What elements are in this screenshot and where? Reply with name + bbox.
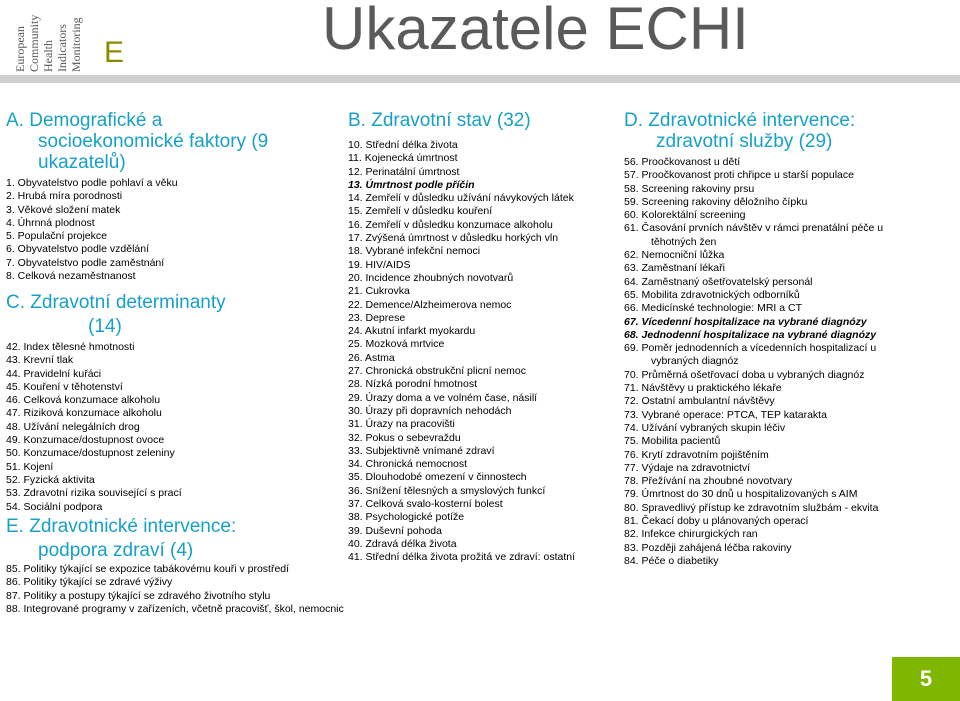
list-item: 72. Ostatní ambulantní návštěvy: [624, 395, 775, 408]
list-item: 32. Pokus o sebevraždu: [348, 431, 461, 444]
list-item: 44. Pravidelní kuřáci: [6, 367, 102, 380]
list-item: těhotných žen: [651, 235, 717, 248]
list-item: 78. Přežívání na zhoubné novotvary: [624, 475, 793, 488]
list-item: 7. Obyvatelstvo podle zaměstnání: [6, 256, 165, 269]
list-item: 11. Kojenecká úmrtnost: [348, 152, 458, 165]
list-item: 1. Obyvatelstvo podle pohlaví a věku: [6, 177, 178, 189]
list-item: 63. Zaměstnaní lékaři: [624, 262, 725, 275]
list-item: 46. Celková konzumace alkoholu: [6, 394, 161, 407]
list-item: 70. Průměrná ošetřovací doba u vybraných diagnóz: [624, 368, 865, 381]
list-item: 82. Infekce chirurgických ran: [624, 528, 758, 541]
list-item: 59. Screening rakoviny děložního čípku: [624, 195, 808, 208]
list-item: 6. Obyvatelstvo podle vzdělání: [6, 243, 150, 256]
list-item: 18. Vybrané infekční nemoci: [348, 245, 481, 258]
list-item: 4. Úhrnná plodnost: [6, 216, 95, 229]
list-item: 45. Kouření v těhotenství: [6, 380, 123, 393]
list-item: 69. Poměr jednodenních a vícedenních hospitalizací u: [624, 342, 877, 355]
list-item: 76. Krytí zdravotním pojištěním: [624, 448, 769, 461]
list-item: 65. Mobilita zdravotnických odborníků: [624, 288, 800, 301]
list-item: 86. Politiky týkající se zdravé výživy: [6, 576, 173, 589]
list-item: 28. Nízká porodní hmotnost: [348, 378, 477, 391]
list-item: 41. Střední délka života prožitá ve zdraví: ostatní: [348, 551, 576, 564]
list-item: 84. Péče o diabetiky: [624, 554, 719, 567]
list-item: 64. Zaměstnaný ošetřovatelský personál: [624, 275, 813, 288]
list-item: 85. Politiky týkající se expozice tabákovému kouři v prostředí: [6, 563, 290, 575]
list-item: 62. Nemocniční lůžka: [624, 249, 725, 262]
section-b-list: [348, 139, 618, 565]
logo-line: Health: [41, 40, 55, 72]
list-item: 15. Zemřelí v důsledku kouření: [348, 205, 493, 218]
list-item: 5. Populační projekce: [6, 230, 107, 243]
list-item: 74. Užívání vybraných skupin léčiv: [624, 421, 786, 434]
list-item: 48. Užívání nelegálních drog: [6, 420, 140, 433]
list-item: 39. Duševní pohoda: [348, 524, 442, 537]
list-item: 67. Vícedenní hospitalizace na vybrané diagnózy: [624, 315, 867, 328]
list-item: 61. Časování prvních návštěv v rámci prenatální péče u: [624, 222, 884, 235]
list-item: 35. Dlouhodobé omezení v činnostech: [348, 471, 527, 484]
list-item: 80. Spravedlivý přístup ke zdravotním službám - ekvita: [624, 501, 879, 514]
list-item: 58. Screening rakoviny prsu: [624, 182, 755, 195]
list-item: 47. Riziková konzumace alkoholu: [6, 407, 162, 420]
section-c-heading: C. Zdravotní determinanty (14): [6, 292, 226, 337]
list-item: 83. Později zahájená léčba rakoviny: [624, 541, 792, 554]
list-item: 38. Psychologické potíže: [348, 511, 465, 524]
list-item: 23. Deprese: [348, 311, 406, 324]
section-d-list: [624, 156, 954, 568]
section-b-heading: B. Zdravotní stav (32): [348, 110, 531, 131]
section-d: [624, 110, 954, 568]
list-item: 22. Demence/Alzheimerova nemoc: [348, 298, 512, 311]
list-item: 10. Střední délka života: [348, 139, 458, 151]
section-d-heading: D. Zdravotnické intervence: zdravotní služby (29): [624, 110, 856, 152]
list-item: vybraných diagnóz: [651, 355, 739, 368]
section-b: [348, 110, 618, 565]
logo-letter: E: [104, 36, 125, 69]
list-item: 25. Mozková mrtvice: [348, 338, 445, 351]
list-item: 36. Snížení tělesných a smyslových funkcí: [348, 484, 546, 497]
section-a: [6, 110, 336, 283]
section-c-list: [6, 341, 336, 514]
list-item: 81. Čekací doby u plánovaných operací: [624, 515, 809, 528]
list-item: 40. Zdravá délka života: [348, 537, 457, 550]
list-item: 37. Celková svalo-kosterní bolest: [348, 498, 503, 511]
list-item: 88. Integrované programy v zařízeních, včetně pracovišť, škol, nemocnic: [6, 602, 344, 615]
list-item: 2. Hrubá míra porodnosti: [6, 190, 123, 203]
list-item: 24. Akutní infarkt myokardu: [348, 325, 476, 338]
list-item: 17. Zvýšená úmrtnost v důsledku horkých vln: [348, 232, 559, 245]
list-item: 20. Incidence zhoubných novotvarů: [348, 271, 514, 284]
list-item: 68. Jednodenní hospitalizace na vybrané diagnózy: [624, 328, 877, 341]
page-title: Ukazatele ECHI: [322, 0, 749, 62]
list-item: 57. Proočkovanost proti chřipce u starší populace: [624, 169, 854, 182]
list-item: 56. Proočkovanost u dětí: [624, 156, 741, 168]
logo-line: European: [13, 26, 27, 72]
logo-line: Indicators: [55, 24, 69, 72]
list-item: 60. Kolorektální screening: [624, 209, 746, 222]
echi-logo: [14, 2, 98, 74]
list-item: 77. Výdaje na zdravotnictví: [624, 461, 751, 474]
list-item: 26. Astma: [348, 351, 395, 364]
list-item: 3. Věkové složení matek: [6, 203, 121, 216]
list-item: 53. Zdravotní rizika související s prací: [6, 487, 182, 500]
list-item: 42. Index tělesné hmotnosti: [6, 341, 135, 353]
list-item: 43. Krevní tlak: [6, 354, 74, 367]
list-item: 49. Konzumace/dostupnost ovoce: [6, 434, 165, 447]
list-item: 51. Kojení: [6, 460, 54, 473]
section-e: [6, 516, 366, 616]
header-divider: [0, 75, 960, 83]
page-number-badge: 5: [892, 657, 960, 701]
list-item: 52. Fyzická aktivita: [6, 473, 95, 486]
section-e-list: [6, 563, 366, 616]
list-item: 50. Konzumace/dostupnost zeleniny: [6, 447, 175, 460]
list-item: 87. Politiky a postupy týkající se zdravého životního stylu: [6, 589, 271, 602]
list-item: 12. Perinatální úmrtnost: [348, 165, 460, 178]
list-item: 13. Úmrtnost podle příčin: [348, 178, 475, 191]
list-item: 54. Sociální podpora: [6, 500, 103, 513]
section-a-heading: A. Demografické a socioekonomické faktory (9 ukazatelů): [6, 110, 269, 173]
list-item: 66. Medicínské technologie: MRI a CT: [624, 302, 802, 315]
list-item: 8. Celková nezaměstnanost: [6, 270, 136, 283]
list-item: 19. HIV/AIDS: [348, 258, 411, 271]
list-item: 14. Zemřelí v důsledku užívání návykových látek: [348, 192, 574, 205]
section-c: [6, 292, 336, 514]
list-item: 79. Úmrtnost do 30 dnů u hospitalizovaných s AIM: [624, 488, 858, 501]
list-item: 31. Úrazy na pracovišti: [348, 418, 455, 431]
list-item: 30. Úrazy při dopravních nehodách: [348, 404, 512, 417]
section-e-heading: E. Zdravotnické intervence: podpora zdraví (4): [6, 516, 237, 561]
list-item: 16. Zemřelí v důsledku konzumace alkoholu: [348, 218, 553, 231]
list-item: 75. Mobilita pacientů: [624, 435, 721, 448]
list-item: 33. Subjektivně vnímané zdraví: [348, 444, 495, 457]
list-item: 27. Chronická obstrukční plicní nemoc: [348, 365, 527, 378]
list-item: 29. Úrazy doma a ve volném čase, násilí: [348, 391, 538, 404]
list-item: 34. Chronická nemocnost: [348, 458, 468, 471]
logo-line: Community: [27, 14, 41, 72]
list-item: 73. Vybrané operace: PTCA, TEP kataraktа: [624, 408, 827, 421]
logo-line: Monitoring: [69, 17, 83, 72]
list-item: 71. Návštěvy u praktického lékaře: [624, 382, 782, 395]
section-a-list: [6, 177, 336, 283]
list-item: 21. Cukrovka: [348, 285, 410, 298]
